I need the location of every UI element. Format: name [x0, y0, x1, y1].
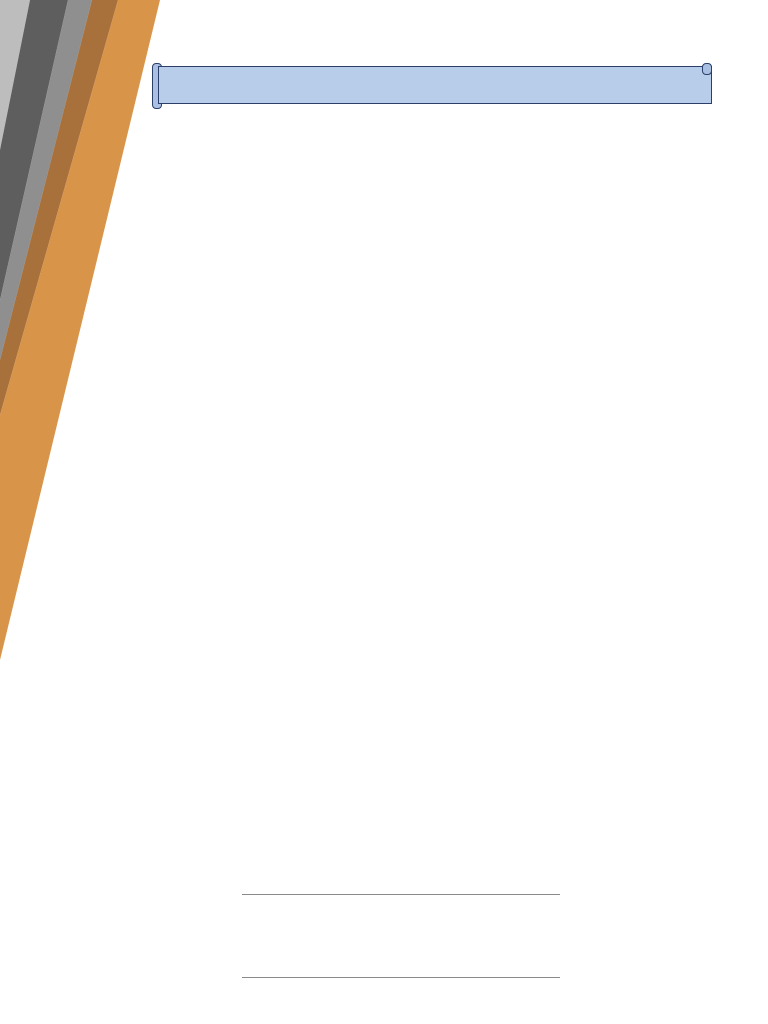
- definition-time: [90, 381, 98, 422]
- banner-scroll-right: [702, 63, 712, 75]
- title-banner: [152, 63, 712, 107]
- example-paragraph: [90, 547, 690, 851]
- page-title: [158, 66, 712, 104]
- compound-formula-box: [242, 894, 560, 978]
